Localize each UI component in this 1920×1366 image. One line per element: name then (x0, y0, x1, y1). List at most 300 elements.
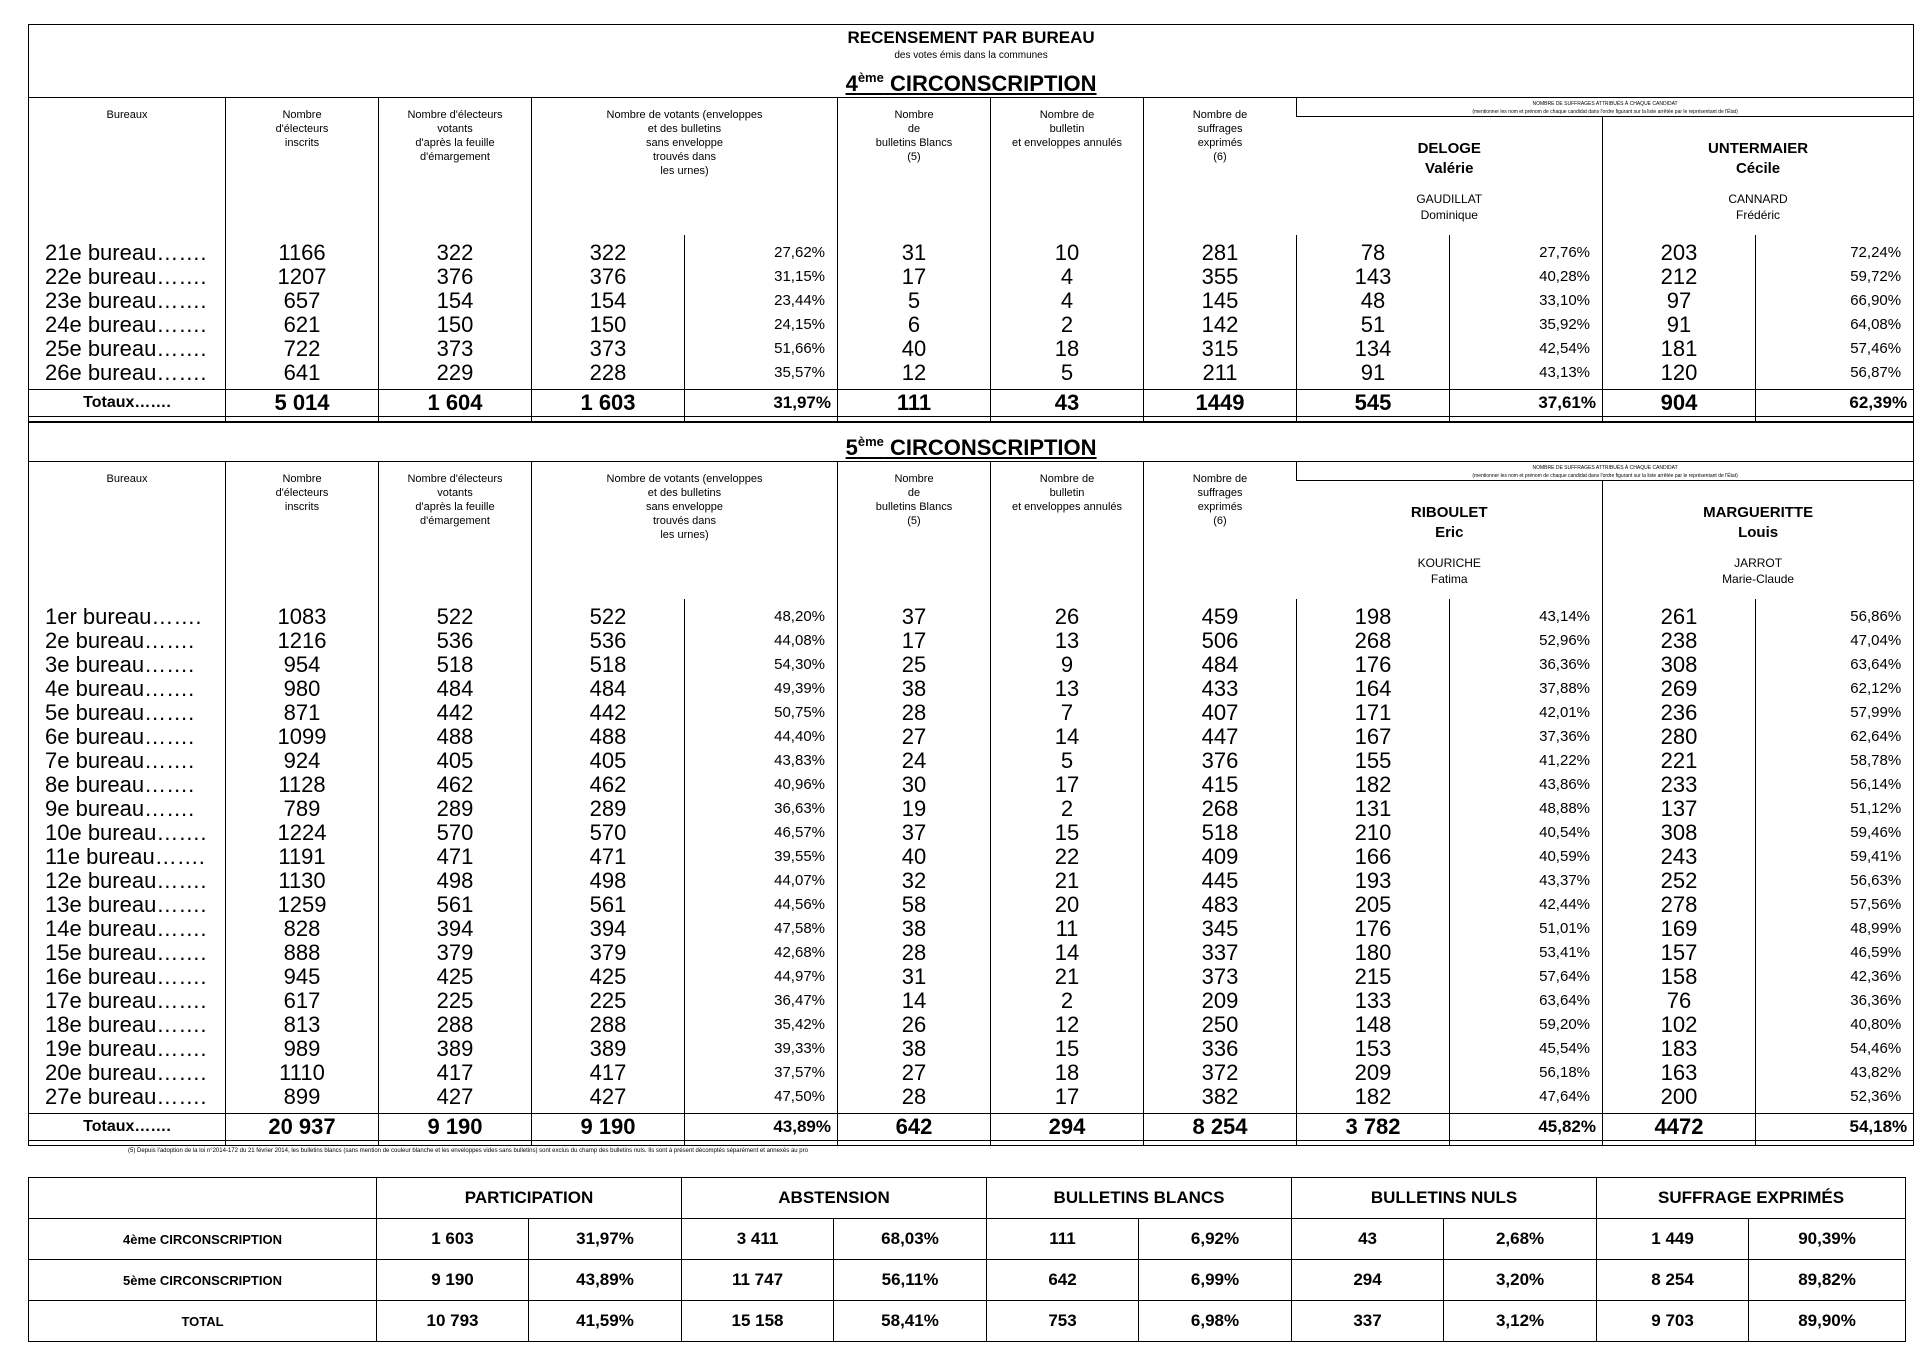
cell-value: 433 (1144, 677, 1297, 701)
cell-value: 2 (991, 989, 1144, 1013)
cell-value: 64,08% (1756, 313, 1914, 337)
cell-value: 389 (532, 1037, 685, 1061)
cell-value: 212 (1603, 265, 1756, 289)
bureau-name: 6e bureau……. (45, 724, 195, 749)
bureau-name: 18e bureau……. (45, 1012, 207, 1037)
spacer-cell (991, 1141, 1144, 1146)
cell-value: 488 (379, 725, 532, 749)
summary-value: 43,89% (529, 1260, 682, 1301)
summary-value: 9 703 (1597, 1301, 1749, 1342)
cell-value: 1110 (226, 1061, 379, 1085)
candidate-first-name: Valérie (1425, 160, 1474, 177)
header-row (29, 98, 1914, 117)
cell-value: 1207 (226, 265, 379, 289)
total-value: 37,61% (1450, 390, 1603, 417)
cell-value: 1216 (226, 629, 379, 653)
cell-value: 425 (379, 965, 532, 989)
table-row (29, 965, 1914, 989)
bureau-name: 4e bureau……. (45, 676, 195, 701)
table-row (29, 797, 1914, 821)
circonscription-cell (29, 63, 1914, 98)
cell-value: 181 (1603, 337, 1756, 361)
col-inscrits: Nombre d'électeurs inscrits (226, 98, 379, 236)
cell-value: 308 (1603, 653, 1756, 677)
cell-value: 18 (991, 1061, 1144, 1085)
cell-value: 561 (532, 893, 685, 917)
cell-value: 561 (379, 893, 532, 917)
cell-value: 252 (1603, 869, 1756, 893)
col-nuls: Nombre de bulletin et enveloppes annulés (991, 98, 1144, 236)
cell-value: 236 (1603, 701, 1756, 725)
cell-value: 51,12% (1756, 797, 1914, 821)
spacer-cell (226, 1141, 379, 1146)
summary-value: 8 254 (1597, 1260, 1749, 1301)
total-row (29, 390, 1914, 417)
circonscription-title: 5ème CIRCONSCRIPTION (845, 434, 1097, 460)
cell-value: 27,62% (685, 241, 838, 265)
cell-value: 11 (991, 917, 1144, 941)
cell-value: 17 (838, 265, 991, 289)
col-suffrages-title (1297, 98, 1914, 117)
cell-value: 269 (1603, 677, 1756, 701)
cell-value: 154 (379, 289, 532, 313)
cell-value: 225 (532, 989, 685, 1013)
cell-value: 40,54% (1450, 821, 1603, 845)
cell-value: 288 (379, 1013, 532, 1037)
cell-value: 10 (991, 241, 1144, 265)
summary-header: BULLETINS NULS (1292, 1178, 1597, 1219)
cell-value: 30 (838, 773, 991, 797)
bureau-name: 20e bureau……. (45, 1060, 207, 1085)
cell-value: 315 (1144, 337, 1297, 361)
cell-value: 536 (379, 629, 532, 653)
spacer-cell (838, 417, 991, 422)
cell-value: 102 (1603, 1013, 1756, 1037)
cell-value: 233 (1603, 773, 1756, 797)
col-nuls: Nombre de bulletin et enveloppes annulés (991, 462, 1144, 600)
table-row (29, 629, 1914, 653)
cell-value: 617 (226, 989, 379, 1013)
table-row (29, 337, 1914, 361)
cell-value: 40,96% (685, 773, 838, 797)
cell-value: 155 (1297, 749, 1450, 773)
cell-value: 288 (532, 1013, 685, 1037)
cell-value: 42,36% (1756, 965, 1914, 989)
spacer-cell (1450, 1141, 1603, 1146)
spacer-cell (1450, 417, 1603, 422)
substitute-last-name: GAUDILLAT (1416, 192, 1483, 206)
cell-value: 46,57% (685, 821, 838, 845)
cell-value: 157 (1603, 941, 1756, 965)
cell-value: 9 (991, 653, 1144, 677)
spacer-cell (29, 1141, 226, 1146)
cell-value: 1128 (226, 773, 379, 797)
table-row (29, 677, 1914, 701)
cell-value: 209 (1297, 1061, 1450, 1085)
cell-value: 28 (838, 941, 991, 965)
summary-label: 5ème CIRCONSCRIPTION (29, 1260, 377, 1301)
cell-value: 417 (379, 1061, 532, 1085)
cell-value: 51,01% (1450, 917, 1603, 941)
cell-value: 225 (379, 989, 532, 1013)
cell-value: 53,41% (1450, 941, 1603, 965)
cell-value: 193 (1297, 869, 1450, 893)
cell-value: 268 (1297, 629, 1450, 653)
cell-value: 506 (1144, 629, 1297, 653)
cell-value: 15 (991, 821, 1144, 845)
cell-value: 153 (1297, 1037, 1450, 1061)
cell-value: 6 (838, 313, 991, 337)
bureau-name: 8e bureau……. (45, 772, 195, 797)
cell-value: 48 (1297, 289, 1450, 313)
cell-value: 158 (1603, 965, 1756, 989)
cell-value: 47,58% (685, 917, 838, 941)
summary-header: ABSTENSION (682, 1178, 987, 1219)
cell-value: 47,64% (1450, 1085, 1603, 1109)
bureau-name: 12e bureau……. (45, 868, 207, 893)
bureau-name: 9e bureau……. (45, 796, 195, 821)
total-label: Totaux……. (29, 1114, 226, 1141)
table-row (29, 241, 1914, 265)
cell-value: 66,90% (1756, 289, 1914, 313)
cell-value: 142 (1144, 313, 1297, 337)
cell-value: 40,28% (1450, 265, 1603, 289)
candidate-substitute (1297, 191, 1603, 223)
cell-value: 14 (991, 725, 1144, 749)
candidate-1 (1297, 481, 1603, 600)
substitute-last-name: CANNARD (1728, 192, 1788, 206)
substitute-first-name: Fatima (1430, 572, 1468, 586)
cell-value: 5 (991, 749, 1144, 773)
cell-value: 169 (1603, 917, 1756, 941)
cell-value: 37 (838, 605, 991, 629)
cell-value: 183 (1603, 1037, 1756, 1061)
cell-value: 48,88% (1450, 797, 1603, 821)
cell-value: 22 (991, 845, 1144, 869)
cell-value: 137 (1603, 797, 1756, 821)
table-row (29, 893, 1914, 917)
cell-value: 164 (1297, 677, 1450, 701)
summary-row (29, 1260, 1906, 1301)
candidate-substitute (1297, 555, 1603, 587)
summary-value: 1 449 (1597, 1219, 1749, 1260)
cell-value: 41,22% (1450, 749, 1603, 773)
cell-value: 15 (991, 1037, 1144, 1061)
spacer-cell (1297, 417, 1450, 422)
table-row (29, 989, 1914, 1013)
cell-value: 26 (991, 605, 1144, 629)
cell-value: 200 (1603, 1085, 1756, 1109)
spacer-cell (1144, 1141, 1297, 1146)
circonscription-cell (29, 423, 1914, 462)
summary-value: 10 793 (377, 1301, 529, 1342)
col-exprimes: Nombre de suffrages exprimés (6) (1144, 98, 1297, 236)
cell-value: 62,64% (1756, 725, 1914, 749)
cell-value: 322 (379, 241, 532, 265)
summary-table (28, 1177, 1906, 1342)
cell-value: 51 (1297, 313, 1450, 337)
cell-value: 19 (838, 797, 991, 821)
spacer-cell (532, 1141, 685, 1146)
total-value: 62,39% (1756, 390, 1914, 417)
cell-value: 210 (1297, 821, 1450, 845)
cell-value: 1191 (226, 845, 379, 869)
substitute-last-name: JARROT (1734, 556, 1783, 570)
suffrages-title: NOMBRE DE SUFFRAGES ATTRIBUÉS À CHAQUE CANDIDAT (1532, 465, 1678, 471)
total-value: 43 (991, 390, 1144, 417)
cell-value: 35,57% (685, 361, 838, 385)
cell-value: 44,56% (685, 893, 838, 917)
substitute-first-name: Frédéric (1736, 208, 1781, 222)
cell-value: 171 (1297, 701, 1450, 725)
cell-value: 24 (838, 749, 991, 773)
cell-value: 899 (226, 1085, 379, 1109)
summary-header: PARTICIPATION (377, 1178, 682, 1219)
cell-value: 427 (532, 1085, 685, 1109)
cell-value: 131 (1297, 797, 1450, 821)
candidate-last-name: MARGUERITTE (1703, 504, 1814, 521)
cell-value: 58,78% (1756, 749, 1914, 773)
cell-value: 176 (1297, 653, 1450, 677)
cell-value: 18 (991, 337, 1144, 361)
cell-value: 37 (838, 821, 991, 845)
summary-header: BULLETINS BLANCS (987, 1178, 1292, 1219)
header-row (29, 462, 1914, 481)
cell-value: 56,86% (1756, 605, 1914, 629)
col-bureaux: Bureaux (29, 462, 226, 600)
cell-value: 243 (1603, 845, 1756, 869)
cell-value: 37,88% (1450, 677, 1603, 701)
cell-value: 471 (532, 845, 685, 869)
substitute-first-name: Marie-Claude (1722, 572, 1795, 586)
cell-value: 35,92% (1450, 313, 1603, 337)
cell-value: 17 (991, 1085, 1144, 1109)
cell-value: 379 (532, 941, 685, 965)
summary-row (29, 1219, 1906, 1260)
cell-value: 289 (532, 797, 685, 821)
circonscription-sup: ème (857, 70, 884, 85)
col-votants-feuille: Nombre d'électeurs votants d'après la feuille d'émargement (379, 98, 532, 236)
cell-value: 536 (532, 629, 685, 653)
cell-value: 48,99% (1756, 917, 1914, 941)
table-row (29, 1061, 1914, 1085)
cell-value: 23,44% (685, 289, 838, 313)
summary-value: 337 (1292, 1301, 1444, 1342)
cell-value: 44,08% (685, 629, 838, 653)
total-value: 1 604 (379, 390, 532, 417)
cell-value: 888 (226, 941, 379, 965)
bureau-name: 21e bureau……. (45, 240, 207, 265)
summary-value: 68,03% (834, 1219, 987, 1260)
col-votants-enveloppes: Nombre de votants (enveloppes et des bulletins sans enveloppe trouvés dans les urnes) (532, 98, 838, 236)
cell-value: 722 (226, 337, 379, 361)
cell-value: 4 (991, 265, 1144, 289)
cell-value: 42,01% (1450, 701, 1603, 725)
table-row (29, 701, 1914, 725)
cell-value: 407 (1144, 701, 1297, 725)
cell-value: 38 (838, 1037, 991, 1061)
table-row (29, 725, 1914, 749)
cell-value: 417 (532, 1061, 685, 1085)
cell-value: 91 (1297, 361, 1450, 385)
cell-value: 42,44% (1450, 893, 1603, 917)
cell-value: 59,46% (1756, 821, 1914, 845)
cell-value: 17 (838, 629, 991, 653)
total-value: 31,97% (685, 390, 838, 417)
cell-value: 308 (1603, 821, 1756, 845)
cell-value: 56,14% (1756, 773, 1914, 797)
bureau-name: 22e bureau……. (45, 264, 207, 289)
cell-value: 1083 (226, 605, 379, 629)
bureau-name: 17e bureau……. (45, 988, 207, 1013)
cell-value: 12 (991, 1013, 1144, 1037)
cell-value: 945 (226, 965, 379, 989)
cell-value: 427 (379, 1085, 532, 1109)
summary-corner (29, 1178, 377, 1219)
bureau-name: 23e bureau……. (45, 288, 207, 313)
cell-value: 989 (226, 1037, 379, 1061)
bureau-name: 3e bureau……. (45, 652, 195, 677)
cell-value: 167 (1297, 725, 1450, 749)
cell-value: 405 (379, 749, 532, 773)
document-title: RECENSEMENT PAR BUREAU (847, 28, 1095, 47)
cell-value: 261 (1603, 605, 1756, 629)
cell-value: 28 (838, 701, 991, 725)
cell-value: 14 (838, 989, 991, 1013)
cell-value: 281 (1144, 241, 1297, 265)
cell-value: 5 (838, 289, 991, 313)
summary-value: 111 (987, 1219, 1139, 1260)
cell-value: 39,55% (685, 845, 838, 869)
cell-value: 40 (838, 845, 991, 869)
cell-value: 57,46% (1756, 337, 1914, 361)
table-row (29, 941, 1914, 965)
bureau-name: 27e bureau……. (45, 1084, 207, 1109)
circonscription-title: 4ème CIRCONSCRIPTION (845, 70, 1097, 96)
total-value: 3 782 (1297, 1114, 1450, 1141)
circonscription-row (29, 63, 1914, 98)
cell-value: 621 (226, 313, 379, 337)
summary-value: 11 747 (682, 1260, 834, 1301)
cell-value: 63,64% (1450, 989, 1603, 1013)
cell-value: 21 (991, 869, 1144, 893)
cell-value: 376 (532, 265, 685, 289)
cell-value: 462 (379, 773, 532, 797)
col-exprimes: Nombre de suffrages exprimés (6) (1144, 462, 1297, 600)
total-value: 43,89% (685, 1114, 838, 1141)
cell-value: 21 (991, 965, 1144, 989)
cell-value: 394 (532, 917, 685, 941)
cell-value: 238 (1603, 629, 1756, 653)
cell-value: 35,42% (685, 1013, 838, 1037)
cell-value: 44,40% (685, 725, 838, 749)
cell-value: 1130 (226, 869, 379, 893)
bureau-name: 25e bureau……. (45, 336, 207, 361)
total-value: 9 190 (379, 1114, 532, 1141)
results-table-4 (28, 24, 1914, 422)
cell-value: 150 (379, 313, 532, 337)
summary-value: 1 603 (377, 1219, 529, 1260)
cell-value: 47,04% (1756, 629, 1914, 653)
cell-value: 789 (226, 797, 379, 821)
cell-value: 57,56% (1756, 893, 1914, 917)
summary-value: 3 411 (682, 1219, 834, 1260)
cell-value: 498 (379, 869, 532, 893)
cell-value: 7 (991, 701, 1144, 725)
summary-header: SUFFRAGE EXPRIMÉS (1597, 1178, 1906, 1219)
cell-value: 49,39% (685, 677, 838, 701)
cell-value: 1259 (226, 893, 379, 917)
candidate-last-name: DELOGE (1417, 140, 1481, 157)
cell-value: 376 (1144, 749, 1297, 773)
cell-value: 42,68% (685, 941, 838, 965)
bureau-name: 24e bureau……. (45, 312, 207, 337)
cell-value: 518 (1144, 821, 1297, 845)
total-value: 1449 (1144, 390, 1297, 417)
bureau-name: 1er bureau……. (45, 604, 202, 629)
cell-value: 484 (379, 677, 532, 701)
bureau-name: 26e bureau……. (45, 360, 207, 385)
spacer-cell (838, 1141, 991, 1146)
cell-value: 143 (1297, 265, 1450, 289)
total-value: 8 254 (1144, 1114, 1297, 1141)
cell-value: 322 (532, 241, 685, 265)
summary-value: 753 (987, 1301, 1139, 1342)
cell-value: 43,13% (1450, 361, 1603, 385)
cell-value: 13 (991, 629, 1144, 653)
cell-value: 337 (1144, 941, 1297, 965)
cell-value: 641 (226, 361, 379, 385)
cell-value: 54,30% (685, 653, 838, 677)
cell-value: 498 (532, 869, 685, 893)
bureau-name: 10e bureau……. (45, 820, 207, 845)
circonscription-sup: ème (857, 434, 884, 449)
cell-value: 813 (226, 1013, 379, 1037)
cell-value: 1166 (226, 241, 379, 265)
cell-value: 445 (1144, 869, 1297, 893)
candidate-substitute (1603, 191, 1913, 223)
spacer-cell (1756, 1141, 1914, 1146)
cell-value: 145 (1144, 289, 1297, 313)
cell-value: 289 (379, 797, 532, 821)
cell-value: 32 (838, 869, 991, 893)
total-value: 9 190 (532, 1114, 685, 1141)
cell-value: 203 (1603, 241, 1756, 265)
table-row (29, 917, 1914, 941)
bureau-name: 5e bureau……. (45, 700, 195, 725)
cell-value: 215 (1297, 965, 1450, 989)
cell-value: 459 (1144, 605, 1297, 629)
candidate-last-name: RIBOULET (1410, 504, 1488, 521)
summary-value: 56,11% (834, 1260, 987, 1301)
cell-value: 373 (1144, 965, 1297, 989)
document-subtitle: des votes émis dans la communes (894, 50, 1048, 61)
cell-value: 59,72% (1756, 265, 1914, 289)
summary-value: 9 190 (377, 1260, 529, 1301)
cell-value: 471 (379, 845, 532, 869)
cell-value: 205 (1297, 893, 1450, 917)
cell-value: 2 (991, 797, 1144, 821)
cell-value: 180 (1297, 941, 1450, 965)
summary-value: 31,97% (529, 1219, 682, 1260)
cell-value: 134 (1297, 337, 1450, 361)
cell-value: 43,86% (1450, 773, 1603, 797)
cell-value: 91 (1603, 313, 1756, 337)
cell-value: 54,46% (1756, 1037, 1914, 1061)
summary-value: 43 (1292, 1219, 1444, 1260)
cell-value: 78 (1297, 241, 1450, 265)
spacer-cell (1603, 1141, 1756, 1146)
